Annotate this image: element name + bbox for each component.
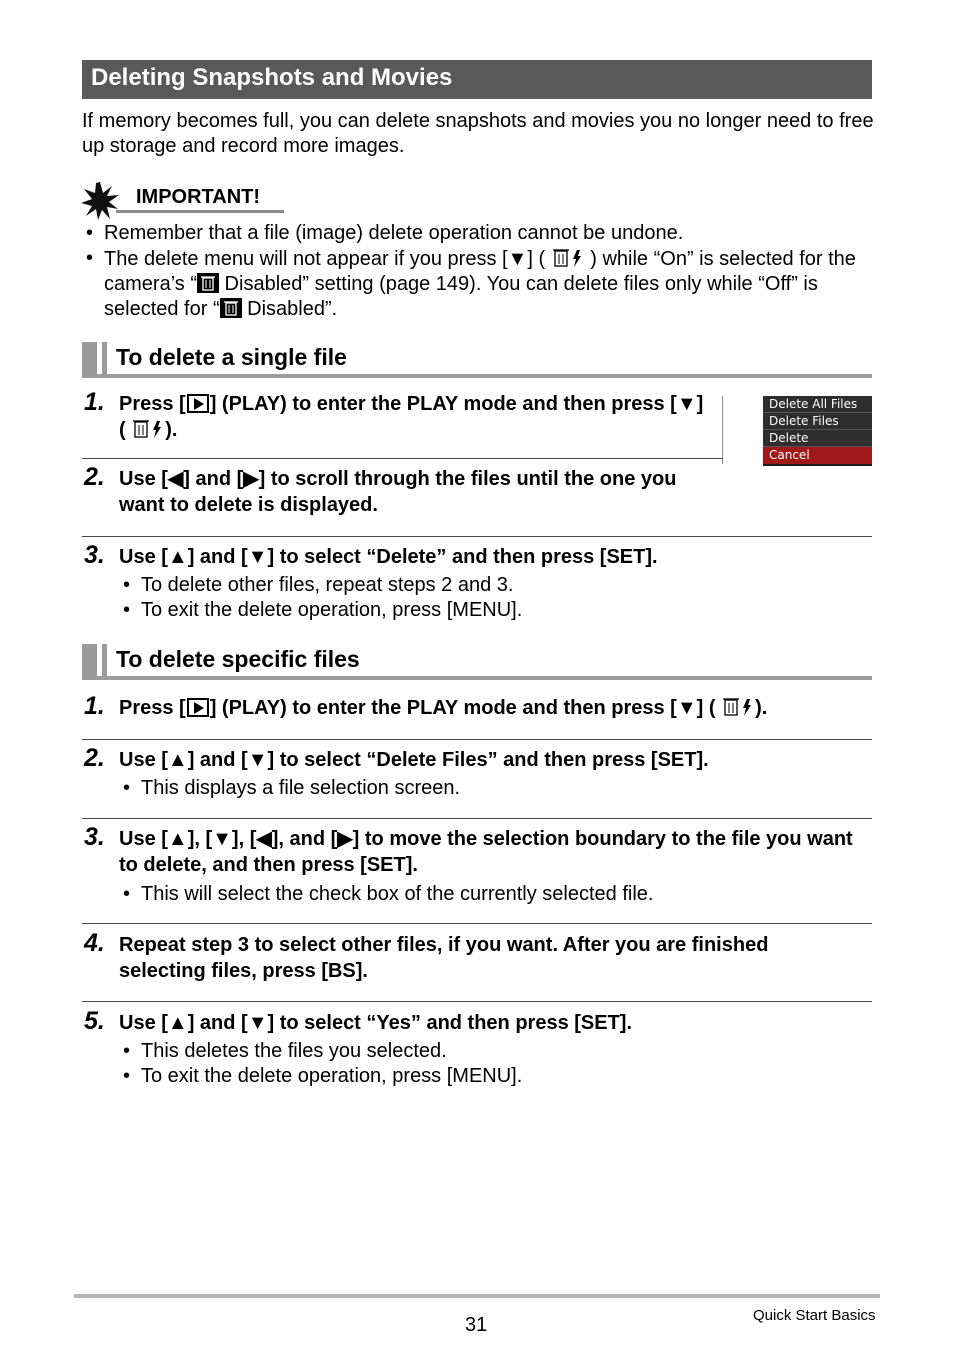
sub-bullet: • This deletes the files you selected.	[119, 1039, 522, 1064]
menu-item: Delete	[763, 430, 872, 447]
step-text-b: ] (PLAY) to enter the PLAY mode and then press [▼] (	[209, 697, 716, 719]
trash-badge-icon	[197, 273, 219, 293]
important-label: IMPORTANT!	[136, 186, 261, 208]
important-b2-text-b: ) while “On” is selected for the camera’s “	[104, 248, 856, 295]
menu-item: Delete Files	[763, 413, 872, 430]
footer-section-label: Quick Start Basics	[753, 1307, 876, 1324]
sub-bullet: • This will select the check box of the currently selected file.	[119, 882, 653, 907]
sub-bullet: • This displays a file selection screen.	[119, 776, 460, 801]
trash-flash-icon	[131, 417, 165, 439]
step-text: Use [▲] and [▼] to select “Delete Files” and then press [SET].	[119, 749, 709, 771]
divider	[82, 923, 872, 924]
intro-paragraph: If memory becomes full, you can delete snapshots and movies you no longer need to free up storage and record more images.	[82, 110, 874, 157]
section-heading-text: To delete a single file	[116, 344, 347, 370]
step-number: 4.	[84, 929, 105, 957]
important-b2-text-c: Disabled” setting (page 149). You can delete files only while “Off” is selected for “	[104, 273, 818, 320]
step-sub-list	[119, 882, 653, 907]
step-number: 1.	[84, 692, 105, 720]
step-text-a: Press [	[119, 697, 186, 719]
page-title-bar	[82, 60, 872, 99]
divider	[82, 739, 872, 740]
step-number: 3.	[84, 541, 105, 569]
step-text: Use [▲], [▼], [◀], and [▶] to move the selection boundary to the file you want to delete, and then press [SET].	[119, 828, 853, 876]
section-heading-single	[82, 342, 872, 378]
trash-badge-icon	[220, 298, 242, 318]
heading-bar	[102, 644, 107, 676]
important-list	[82, 221, 872, 322]
page-title: Deleting Snapshots and Movies	[91, 64, 453, 91]
section-heading-specific	[82, 644, 872, 680]
step-number: 2.	[84, 744, 105, 772]
delete-menu-screenshot	[763, 396, 872, 466]
step-text	[119, 695, 879, 721]
step-number: 1.	[84, 388, 105, 416]
sub-bullet: • To exit the delete operation, press [MENU].	[119, 598, 522, 623]
step-number: 2.	[84, 463, 105, 491]
important-b2-text-a: The delete menu will not appear if you press [▼] (	[104, 248, 546, 270]
step-number: 3.	[84, 823, 105, 851]
important-bullet-1: • Remember that a file (image) delete operation cannot be undone.	[82, 221, 872, 246]
sub-bullet: • To exit the delete operation, press [MENU].	[119, 1064, 522, 1089]
footer-rule	[74, 1294, 880, 1298]
divider	[82, 536, 872, 537]
step-text-c: ).	[165, 419, 178, 441]
step-text-c: ).	[755, 697, 768, 719]
important-underline	[116, 210, 284, 213]
step-text: Use [▲] and [▼] to select “Delete” and then press [SET].	[119, 546, 658, 568]
heading-bar	[82, 644, 97, 676]
important-b2-text-d: Disabled”.	[241, 298, 338, 320]
step-number: 5.	[84, 1007, 105, 1035]
trash-flash-icon	[551, 246, 585, 268]
section-heading-text: To delete specific files	[116, 646, 360, 672]
step-text	[119, 391, 709, 443]
important-burst-icon	[81, 182, 119, 220]
divider	[722, 396, 723, 464]
menu-item-selected: Cancel	[763, 447, 872, 464]
play-icon	[187, 698, 209, 717]
menu-item: Delete All Files	[763, 396, 872, 413]
step-sub-list	[119, 1039, 522, 1089]
divider	[82, 1001, 872, 1002]
step-text: Repeat step 3 to select other files, if you want. After you are finished selecting files, press [BS].	[119, 934, 769, 982]
step-sub-list	[119, 573, 522, 623]
page-number: 31	[465, 1314, 488, 1336]
step-text: Use [▲] and [▼] to select “Yes” and then press [SET].	[119, 1012, 633, 1034]
step-text: Use [◀] and [▶] to scroll through the files until the one you want to delete is displayed.	[119, 468, 677, 516]
step-text-b: ] (PLAY) to enter the PLAY mode and then press [▼] (	[119, 393, 704, 441]
step-sub-list	[119, 776, 460, 801]
divider	[82, 818, 872, 819]
important-bullet-2	[82, 246, 872, 322]
sub-bullet: • To delete other files, repeat steps 2 and 3.	[119, 573, 522, 598]
heading-bar	[82, 342, 97, 374]
divider	[82, 458, 723, 459]
trash-flash-icon	[721, 695, 755, 717]
heading-bar	[102, 342, 107, 374]
play-icon	[187, 394, 209, 413]
step-text-a: Press [	[119, 393, 186, 415]
